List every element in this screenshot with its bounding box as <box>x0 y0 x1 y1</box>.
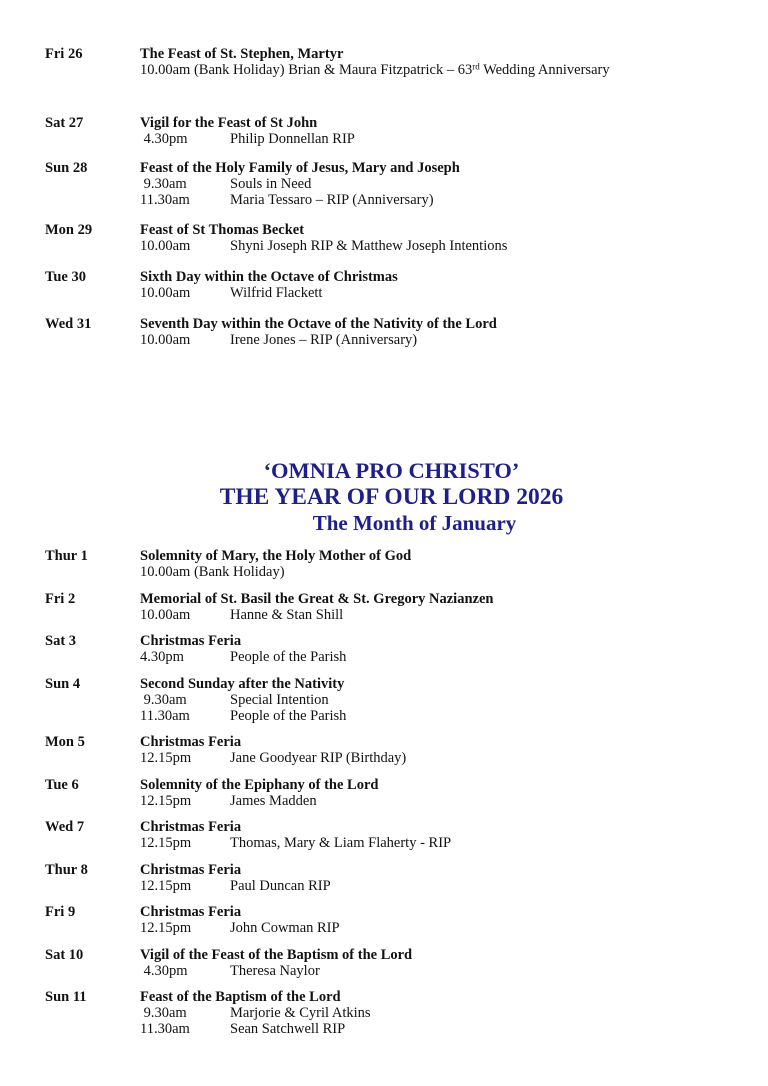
feast-title: Christmas Feria <box>140 819 242 835</box>
entry-content <box>140 819 738 851</box>
mass-line <box>140 62 738 78</box>
mass-line <box>140 878 738 894</box>
mass-intention: Thomas, Mary & Liam Flaherty - RIP <box>230 835 452 851</box>
entry-content <box>140 316 738 348</box>
mass-line <box>140 708 738 724</box>
day-label: Tue 30 <box>45 269 86 285</box>
entry-content <box>140 676 738 724</box>
mass-intention: Wilfrid Flackett <box>230 285 323 301</box>
day-label: Fri 9 <box>45 904 76 920</box>
feast-title: Feast of St Thomas Becket <box>140 222 305 238</box>
schedule-entry <box>45 316 738 348</box>
day-label: Sun 4 <box>45 675 81 692</box>
feast-title: Vigil of the Feast of the Baptism of the Lord <box>140 946 413 963</box>
mass-time: 10.00am <box>140 564 191 580</box>
day-label: Fri 26 <box>45 46 83 62</box>
mass-line <box>140 793 738 809</box>
mass-line <box>140 285 738 301</box>
mass-time: 4.30pm <box>140 649 184 665</box>
motto-title: ‘OMNIA PRO CHRISTO’ <box>263 458 520 483</box>
day-label: Sat 10 <box>45 946 84 963</box>
mass-line <box>140 1005 738 1021</box>
schedule-entry <box>45 777 738 809</box>
day-label: Mon 29 <box>45 222 93 238</box>
entry-content <box>140 947 738 979</box>
entry-content <box>140 269 738 301</box>
ordinal-suffix: rd <box>472 61 480 72</box>
mass-time: 12.15pm <box>140 750 192 766</box>
day-label: Mon 5 <box>45 734 85 750</box>
day-label: Wed 7 <box>45 819 85 835</box>
mass-time: 12.15pm <box>140 835 192 851</box>
schedule-entry <box>45 904 738 936</box>
mass-time: 9.30am <box>140 1005 187 1021</box>
entry-content <box>140 591 738 623</box>
mass-time: 12.15pm <box>140 792 192 809</box>
mass-line <box>140 1021 738 1037</box>
mass-intention: Hanne & Stan Shill <box>230 606 344 623</box>
schedule-entry <box>45 947 738 979</box>
day-label: Sat 27 <box>45 115 84 131</box>
mass-intention: Jane Goodyear RIP (Birthday) <box>230 750 407 766</box>
day-label: Fri 2 <box>45 590 76 607</box>
mass-line <box>140 920 738 936</box>
mass-note: (Bank Holiday) <box>193 564 285 580</box>
feast-title: Sixth Day within the Octave of Christmas <box>140 269 398 285</box>
mass-line <box>140 607 738 623</box>
mass-time: 10.00am <box>140 285 191 301</box>
mass-time: 10.00am <box>140 238 191 254</box>
mass-intention: Irene Jones – RIP (Anniversary) <box>230 332 418 348</box>
entry-content <box>140 633 738 665</box>
schedule-entry <box>45 222 738 254</box>
schedule-entry <box>45 115 738 147</box>
mass-line <box>140 332 738 348</box>
entry-content <box>140 115 738 147</box>
mass-line <box>140 649 738 665</box>
feast-title: The Feast of St. Stephen, Martyr <box>140 46 344 62</box>
feast-title: Second Sunday after the Nativity <box>140 675 345 692</box>
mass-note: (Bank Holiday) Brian & Maura Fitzpatrick – 63rd Wedding Anniversary <box>193 61 610 78</box>
mass-line <box>140 835 738 851</box>
mass-line <box>140 963 738 979</box>
day-label: Sat 3 <box>45 633 77 649</box>
mass-line <box>140 750 738 766</box>
feast-title: Feast of the Holy Family of Jesus, Mary and Joseph <box>140 160 460 176</box>
mass-intention: Maria Tessaro – RIP (Anniversary) <box>230 192 434 208</box>
mass-intention: Sean Satchwell RIP <box>230 1021 346 1037</box>
mass-intention: People of the Parish <box>230 707 347 724</box>
mass-time: 4.30pm <box>140 131 188 147</box>
mass-intention: Philip Donnellan RIP <box>230 131 355 147</box>
mass-line <box>140 131 738 147</box>
feast-title: Solemnity of Mary, the Holy Mother of God <box>140 548 412 564</box>
mass-intention: Souls in Need <box>230 176 312 192</box>
mass-time: 11.30am <box>140 192 190 208</box>
schedule-entry <box>45 591 738 623</box>
feast-title: Christmas Feria <box>140 633 242 649</box>
mass-line <box>140 564 738 580</box>
entry-content <box>140 777 738 809</box>
entry-content <box>140 160 738 208</box>
feast-title: Vigil for the Feast of St John <box>140 115 318 131</box>
day-label: Wed 31 <box>45 316 92 332</box>
mass-time: 4.30pm <box>140 962 188 979</box>
mass-intention: Special Intention <box>230 691 329 708</box>
schedule-entry <box>45 46 738 78</box>
mass-line <box>140 176 738 192</box>
entry-content <box>140 989 738 1037</box>
mass-intention: Paul Duncan RIP <box>230 877 331 894</box>
schedule-entry <box>45 548 738 580</box>
schedule-entry <box>45 819 738 851</box>
day-label: Thur 8 <box>45 861 88 878</box>
mass-time: 10.00am <box>140 62 191 78</box>
mass-time: 9.30am <box>140 691 187 708</box>
day-label: Sun 11 <box>45 989 87 1005</box>
mass-time: 10.00am <box>140 606 191 623</box>
mass-time: 12.15pm <box>140 920 192 936</box>
mass-intention: John Cowman RIP <box>230 920 340 936</box>
mass-intention: James Madden <box>230 792 317 809</box>
mass-intention: People of the Parish <box>230 649 347 665</box>
mass-intention: Theresa Naylor <box>230 962 320 979</box>
entry-content <box>140 734 738 766</box>
mass-time: 12.15pm <box>140 877 192 894</box>
entry-content <box>140 222 738 254</box>
schedule-entry <box>45 160 738 208</box>
feast-title: Seventh Day within the Octave of the Nativity of the Lord <box>140 316 497 332</box>
mass-intention: Marjorie & Cyril Atkins <box>230 1005 371 1021</box>
mass-time: 11.30am <box>140 707 190 724</box>
feast-title: Christmas Feria <box>140 904 242 920</box>
entry-content <box>140 862 738 894</box>
mass-line <box>140 192 738 208</box>
entry-content <box>140 46 738 78</box>
entry-content <box>140 904 738 936</box>
mass-line <box>140 692 738 708</box>
january-schedule <box>45 548 738 1037</box>
day-label: Sun 28 <box>45 160 88 176</box>
feast-title: Christmas Feria <box>140 861 242 878</box>
feast-title: Feast of the Baptism of the Lord <box>140 989 341 1005</box>
schedule-entry <box>45 989 738 1037</box>
schedule-entry <box>45 633 738 665</box>
schedule-entry <box>45 676 738 724</box>
schedule-entry <box>45 862 738 894</box>
mass-time: 10.00am <box>140 332 191 348</box>
mass-time: 11.30am <box>140 1021 190 1037</box>
month-title: The Month of January <box>312 511 517 535</box>
entry-content <box>140 548 738 580</box>
feast-title: Memorial of St. Basil the Great & St. Gregory Nazianzen <box>140 590 494 607</box>
year-title: THE YEAR OF OUR LORD 2026 <box>219 484 564 510</box>
schedule-entry <box>45 734 738 766</box>
day-label: Thur 1 <box>45 548 88 564</box>
feast-title: Solemnity of the Epiphany of the Lord <box>140 776 379 793</box>
month-header <box>45 458 738 536</box>
mass-intention: Shyni Joseph RIP & Matthew Joseph Intentions <box>230 238 508 254</box>
mass-time: 9.30am <box>140 176 187 192</box>
schedule-entry <box>45 269 738 301</box>
day-label: Tue 6 <box>45 776 79 793</box>
mass-line <box>140 238 738 254</box>
december-schedule <box>45 46 738 348</box>
feast-title: Christmas Feria <box>140 734 242 750</box>
